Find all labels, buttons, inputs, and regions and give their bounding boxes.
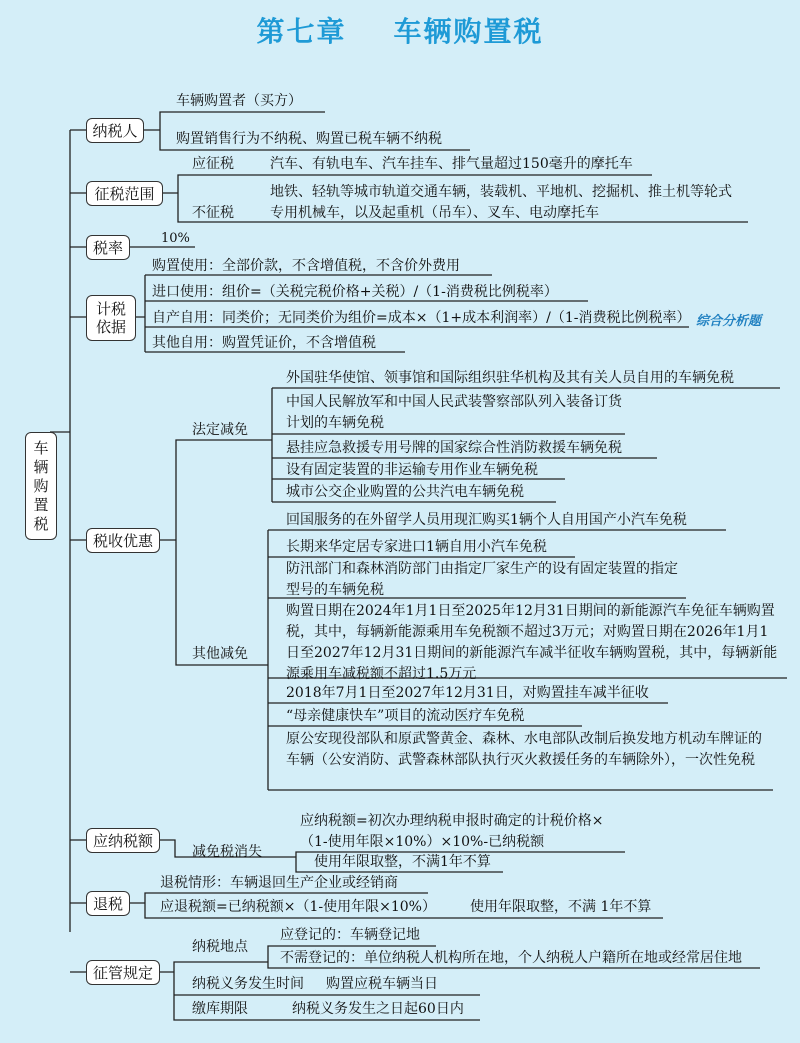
basis-item: 进口使用：组价=（关税完税价格+关税）/（1-消费税比例税率）: [152, 284, 558, 300]
admin-place-label: 纳税地点: [192, 939, 248, 955]
statutory-item: 中国人民解放军和中国人民武装警察部队列入装备订货计划的车辆免税: [286, 394, 622, 431]
basis-item: 自产自用：同类价；无同类价为组价=成本×（1+成本利润率）/（1-消费税比例税率）: [152, 310, 691, 326]
statutory-item: 设有固定装置的非运输专用作业车辆免税: [286, 462, 538, 478]
payable-sub-label: 减免税消失: [192, 844, 262, 860]
refund-note: 使用年限取整，不满 1年不算: [470, 899, 652, 915]
admin-time-label: 纳税义务发生时间: [192, 976, 304, 992]
payable-formula: 应纳税额=初次办理纳税申报时确定的计税价格×（1-使用年限×10%）×10%-已纳税额: [300, 813, 604, 850]
category-admin: 征管规定: [86, 960, 160, 985]
statutory-item: 城市公交企业购置的公共汽电车辆免税: [286, 484, 524, 500]
scope-taxable-text: 汽车、有轨电车、汽车挂车、排气量超过150毫升的摩托车: [270, 156, 633, 172]
category-payable: 应纳税额: [86, 828, 160, 853]
category-preference: 税收优惠: [86, 528, 160, 553]
other-relief-item: 购置日期在2024年1月1日至2025年12月31日期间的新能源汽车免征车辆购置税，其中，每辆新能源乘用车免税额不超过3万元；对购置日期在2026年1月1日至2027年12月31日期间的新能源汽车减半征收车辆购置税，其中，每辆新能源乘用车减税额不超过1.5万元: [286, 603, 778, 682]
taxpayer-item: 购置销售行为不纳税、购置已税车辆不纳税: [176, 131, 442, 147]
other-relief-label: 其他减免: [192, 646, 248, 662]
other-relief-item: 2018年7月1日至2027年12月31日，对购置挂车减半征收: [286, 685, 649, 701]
payable-note: 使用年限取整，不满1年不算: [314, 854, 491, 870]
statutory-item: 悬挂应急救援专用号牌的国家综合性消防救援车辆免税: [286, 440, 622, 456]
root-node-char: 辆: [33, 457, 49, 476]
other-relief-item: 长期来华定居专家进口1辆自用小汽车免税: [286, 539, 547, 555]
taxpayer-item: 车辆购置者（买方）: [176, 93, 302, 109]
refund-item: 退税情形：车辆退回生产企业或经销商: [160, 875, 398, 891]
scope-taxable-label: 应征税: [192, 156, 234, 172]
other-relief-item: 回国服务的在外留学人员用现汇购买1辆个人自用国产小汽车免税: [286, 512, 687, 528]
root-node-char: 税: [33, 514, 49, 533]
statutory-label: 法定减免: [192, 422, 248, 438]
category-refund: 退税: [86, 891, 130, 916]
category-taxpayer: 纳税人: [86, 118, 144, 143]
scope-nontaxable-label: 不征税: [192, 205, 234, 221]
root-node-char: 置: [33, 495, 49, 514]
scope-nontaxable-text: 地铁、轻轨等城市轨道交通车辆，装载机、平地机、挖掘机、推土机等轮式专用机械车，以及起重机（吊车）、叉车、电动摩托车: [270, 184, 732, 221]
statutory-item: 外国驻华使馆、领事馆和国际组织驻华机构及其有关人员自用的车辆免税: [286, 370, 734, 386]
root-node-char: 购: [33, 476, 49, 495]
admin-place-item: 应登记的：车辆登记地: [280, 927, 420, 943]
admin-deadline-value: 纳税义务发生之日起60日内: [292, 1001, 464, 1017]
basis-item: 其他自用：购置凭证价，不含增值税: [152, 335, 376, 351]
root-node: [25, 432, 57, 540]
refund-item: 应退税额=已纳税额×（1-使用年限×10%）: [160, 899, 436, 915]
comprehensive-question-badge: 综合分析题: [696, 314, 762, 329]
admin-time-value: 购置应税车辆当日: [326, 976, 438, 992]
category-scope: 征税范围: [86, 181, 163, 206]
category-basis: 计税依据: [86, 295, 136, 341]
root-node-char: 车: [33, 438, 49, 457]
admin-deadline-label: 缴库期限: [192, 1001, 248, 1017]
page-title: 第七章 车辆购置税: [256, 15, 544, 48]
other-relief-item: 原公安现役部队和原武警黄金、森林、水电部队改制后换发地方机动车牌证的车辆（公安消防、武警森林部队执行灭火救援任务的车辆除外），一次性免税: [286, 731, 762, 768]
other-relief-item: “母亲健康快车”项目的流动医疗车免税: [286, 708, 525, 724]
category-rate: 税率: [86, 235, 130, 260]
admin-place-item: 不需登记的：单位纳税人机构所在地，个人纳税人户籍所在地或经常居住地: [280, 950, 742, 966]
rate-value: 10%: [161, 231, 190, 246]
other-relief-item: 防汛部门和森林消防部门由指定厂家生产的设有固定装置的指定型号的车辆免税: [286, 561, 678, 598]
basis-item: 购置使用：全部价款，不含增值税，不含价外费用: [152, 258, 460, 274]
